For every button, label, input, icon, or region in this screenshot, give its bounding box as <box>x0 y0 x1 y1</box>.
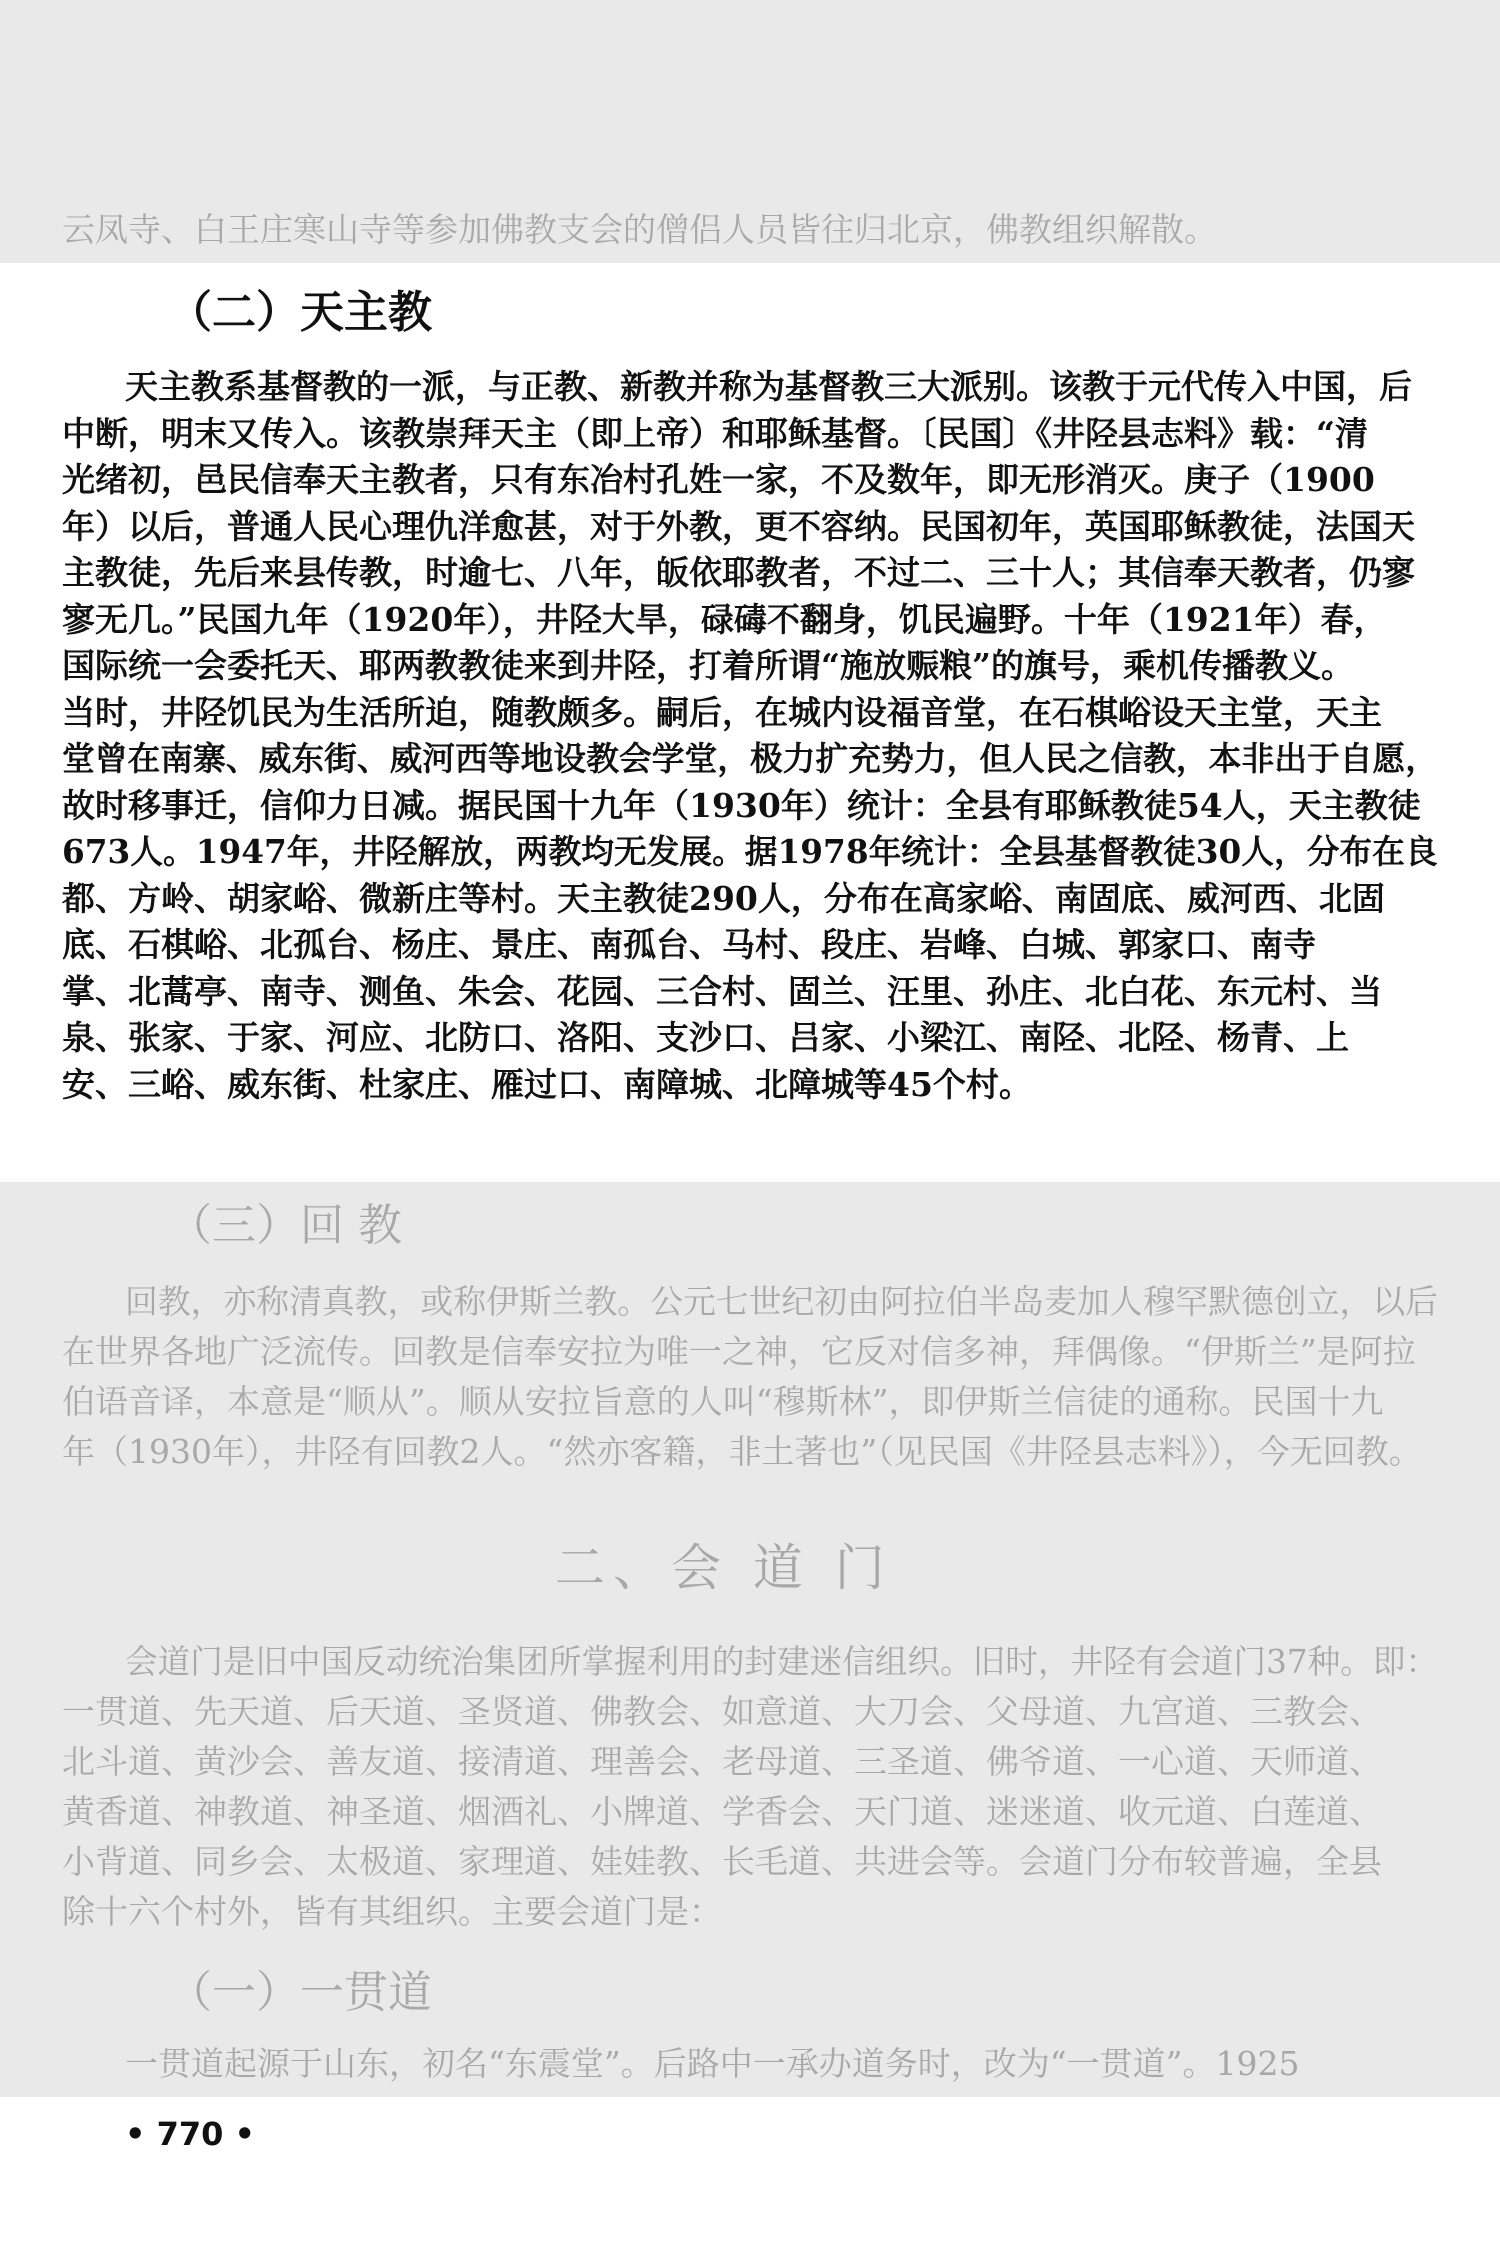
islam-line: 伯语音译，本意是“顺从”。顺从安拉旨意的人叫“穆斯林”，即伊斯兰信徒的通称。民国十九 <box>62 1382 1384 1421</box>
catholic-line: 主教徒，先后来县传教，时逾七、八年，皈依耶教者，不过二、三十人；其信奉天教者，仍寥 <box>62 553 1415 592</box>
yiguandao-line: 一贯道起源于山东，初名“东震堂”。后路中一承办道务时，改为“一贯道”。1925 <box>125 2044 1300 2083</box>
catholic-heading: （二）天主教 <box>168 287 432 338</box>
sects-heading: 二、会 道 门 <box>555 1539 893 1597</box>
catholic-line: 堂曾在南寨、威东街、威河西等地设教会学堂，极力扩充势力，但人民之信教，本非出于自愿， <box>62 739 1439 778</box>
catholic-line: 掌、北蒿亭、南寺、测鱼、朱会、花园、三合村、固兰、汪里、孙庄、北白花、东元村、当 <box>62 972 1382 1011</box>
sects-line: 一贯道、先天道、后天道、圣贤道、佛教会、如意道、大刀会、父母道、九宫道、三教会、 <box>62 1692 1382 1731</box>
catholic-line: 光绪初，邑民信奉天主教者，只有东冶村孔姓一家，不及数年，即无形消灭。庚子（1900 <box>62 460 1375 499</box>
top-residual-line: 云凤寺、白王庄寒山寺等参加佛教支会的僧侣人员皆往归北京，佛教组织解散。 <box>62 210 1217 249</box>
catholic-line: 中断，明末又传入。该教崇拜天主（即上帝）和耶稣基督。〔民国〕《井陉县志料》载：“清 <box>62 414 1368 453</box>
yiguandao-heading: （一）一贯道 <box>168 1967 432 2018</box>
islam-line: 年（1930年），井陉有回教2人。“然亦客籍，非土著也”（见民国《井陉县志料》），今无回教。 <box>62 1432 1422 1471</box>
sects-line: 黄香道、神教道、神圣道、烟酒礼、小牌道、学香会、天门道、迷迷道、收元道、白莲道、 <box>62 1792 1382 1831</box>
catholic-line: 当时，井陉饥民为生活所迫，随教颇多。嗣后，在城内设福音堂，在石棋峪设天主堂，天主 <box>62 693 1382 732</box>
catholic-line: 都、方岭、胡家峪、微新庄等村。天主教徒290人，分布在高家峪、南固底、威河西、北固 <box>62 879 1385 918</box>
page-number: • 770 • <box>125 2115 255 2153</box>
catholic-line: 天主教系基督教的一派，与正教、新教并称为基督教三大派别。该教于元代传入中国，后 <box>125 367 1412 406</box>
catholic-line: 年）以后，普通人民心理仇洋愈甚，对于外教，更不容纳。民国初年，英国耶稣教徒，法国天 <box>62 507 1415 546</box>
catholic-line: 673人。1947年，井陉解放，两教均无发展。据1978年统计：全县基督教徒30人，分布在良 <box>62 832 1438 871</box>
catholic-line: 安、三峪、威东街、杜家庄、雁过口、南障城、北障城等45个村。 <box>62 1065 1032 1104</box>
islam-line: 回教，亦称清真教，或称伊斯兰教。公元七世纪初由阿拉伯半岛麦加人穆罕默德创立，以后 <box>125 1282 1439 1321</box>
sects-line: 北斗道、黄沙会、善友道、接清道、理善会、老母道、三圣道、佛爷道、一心道、天师道、 <box>62 1742 1382 1781</box>
islam-line: 在世界各地广泛流传。回教是信奉安拉为唯一之神，它反对信多神，拜偶像。“伊斯兰”是阿拉 <box>62 1332 1416 1371</box>
catholic-line: 寥无几。”民国九年（1920年），井陉大旱，碌碡不翻身，饥民遍野。十年（1921年）春， <box>62 600 1387 639</box>
catholic-line: 国际统一会委托天、耶两教教徒来到井陉，打着所谓“施放赈粮”的旗号，乘机传播教义。 <box>62 646 1354 685</box>
sects-line: 会道门是旧中国反动统治集团所掌握利用的封建迷信组织。旧时，井陉有会道门37种。即： <box>125 1642 1439 1681</box>
islam-heading: （三）回 教 <box>168 1200 402 1251</box>
sects-line: 小背道、同乡会、太极道、家理道、娃娃教、长毛道、共进会等。会道门分布较普遍，全县 <box>62 1842 1382 1881</box>
catholic-line: 故时移事迁，信仰力日减。据民国十九年（1930年）统计：全县有耶稣教徒54人，天主教徒 <box>62 786 1421 825</box>
catholic-line: 泉、张家、于家、河应、北防口、洛阳、支沙口、吕家、小梁江、南陉、北陉、杨青、上 <box>62 1018 1349 1057</box>
sects-line: 除十六个村外，皆有其组织。主要会道门是： <box>62 1892 722 1931</box>
catholic-line: 底、石棋峪、北孤台、杨庄、景庄、南孤台、马村、段庄、岩峰、白城、郭家口、南寺 <box>62 925 1316 964</box>
